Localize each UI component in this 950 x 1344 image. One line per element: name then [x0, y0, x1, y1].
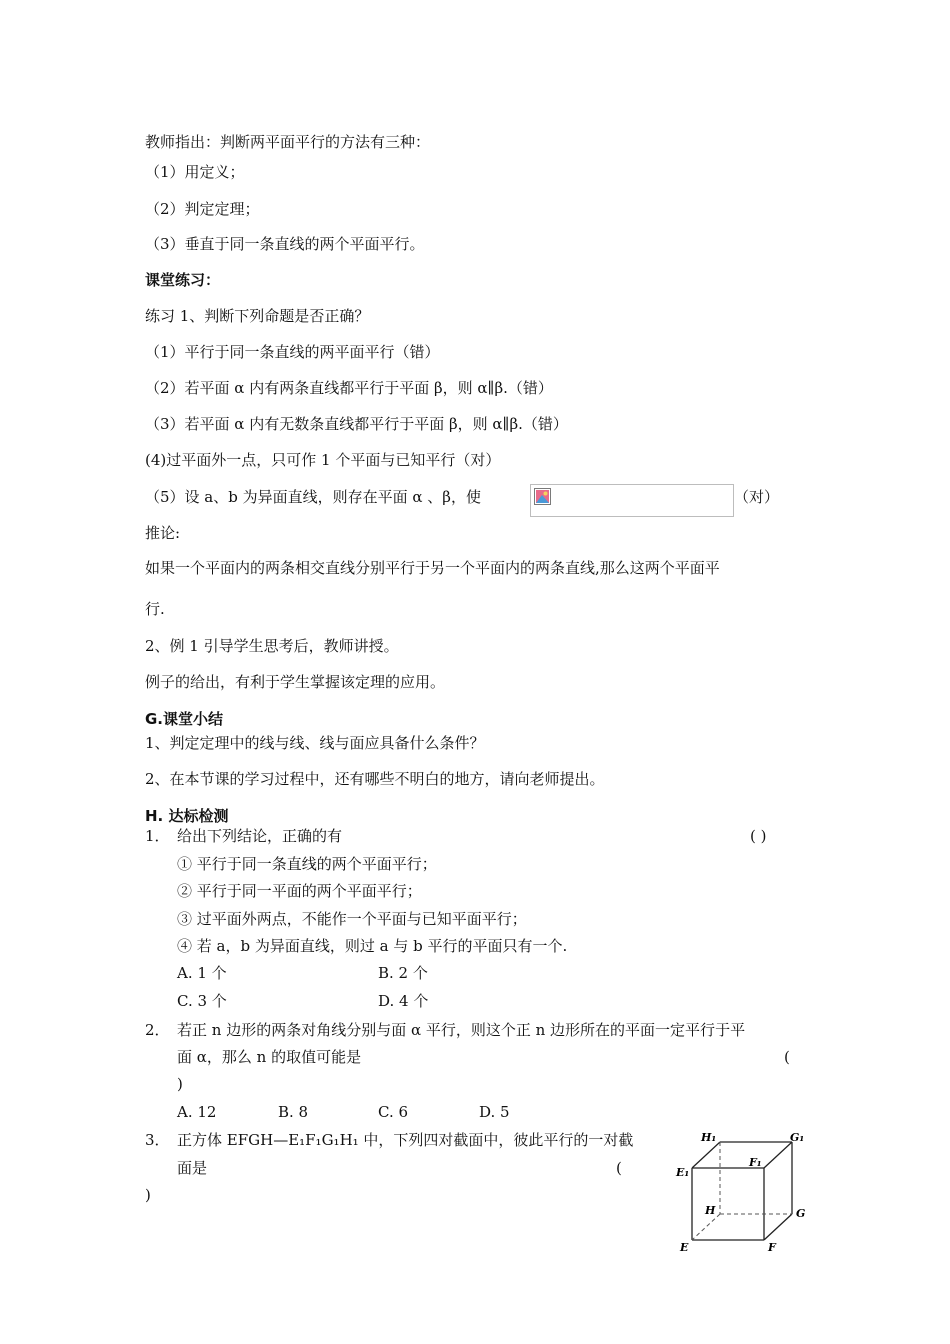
q3-paren-open: ( — [616, 1159, 622, 1177]
exercise-title: 练习 1、判断下列命题是否正确？ — [145, 307, 370, 325]
q1-answer-paren: ( ) — [750, 827, 767, 845]
q2-number: 2． — [145, 1021, 170, 1039]
q2-option-b: B. 8 — [278, 1103, 309, 1121]
formula-image-placeholder — [530, 484, 734, 517]
corollary-line-2: 行. — [145, 600, 165, 618]
cube-label-h1: H₁ — [701, 1131, 717, 1144]
q1-option-d: D. 4 个 — [378, 992, 429, 1010]
cube-label-e: E — [680, 1241, 689, 1254]
exercise-item-4: (4)过平面外一点，只可作 1 个平面与已知平行（对） — [145, 451, 501, 469]
teacher-note: 教师指出：判断两平面平行的方法有三种： — [145, 133, 431, 151]
method-3: （3）垂直于同一条直线的两个平面平行。 — [145, 235, 425, 253]
exercise-item-3: （3）若平面 α 内有无数条直线都平行于平面 β，则 α∥β.（错） — [145, 415, 568, 433]
q3-line-2: 面是 — [177, 1159, 208, 1177]
exercise-item-5-answer: （对） — [734, 488, 780, 506]
q2-paren-open: ( — [784, 1048, 790, 1066]
q1-statement-1: ① 平行于同一条直线的两个平面平行； — [177, 855, 437, 873]
summary-item-1: 1、判定定理中的线与线、线与面应具备什么条件？ — [145, 734, 485, 752]
summary-heading: G.课堂小结 — [145, 710, 224, 728]
example-line: 2、例 1 引导学生思考后，教师讲授。 — [145, 637, 399, 655]
corollary-label: 推论: — [145, 524, 181, 542]
cube-label-g1: G₁ — [790, 1131, 805, 1144]
exercise-item-2: （2）若平面 α 内有两条直线都平行于平面 β，则 α∥β.（错） — [145, 379, 553, 397]
method-2: （2）判定定理； — [145, 200, 260, 218]
q1-stem: 给出下列结论，正确的有 — [177, 827, 343, 845]
q1-option-a: A. 1 个 — [177, 964, 227, 982]
cube-label-f1: F₁ — [749, 1156, 762, 1169]
q2-paren-close: ) — [177, 1075, 183, 1093]
q1-option-c: C. 3 个 — [177, 992, 227, 1010]
cube-figure — [672, 1126, 812, 1258]
exercise-item-1: （1）平行于同一条直线的两平面平行（错） — [145, 343, 440, 361]
broken-image-icon — [534, 488, 551, 505]
cube-label-f: F — [768, 1241, 776, 1254]
q2-option-c: C. 6 — [378, 1103, 409, 1121]
q1-number: 1． — [145, 827, 170, 845]
cube-label-e1: E₁ — [676, 1166, 690, 1179]
corollary-line-1: 如果一个平面内的两条相交直线分别平行于另一个平面内的两条直线,那么这两个平面平 — [145, 559, 720, 577]
example-note: 例子的给出，有利于学生掌握该定理的应用。 — [145, 673, 446, 691]
q2-line-1: 若正 n 边形的两条对角线分别与面 α 平行，则这个正 n 边形所在的平面一定平行于平 — [177, 1021, 746, 1039]
cube-label-g: G — [796, 1207, 806, 1220]
q3-number: 3． — [145, 1131, 170, 1149]
q1-statement-3: ③ 过平面外两点，不能作一个平面与已知平面平行； — [177, 910, 527, 928]
method-1: （1）用定义； — [145, 163, 245, 181]
exercise-item-5: （5）设 a、b 为异面直线，则存在平面 α 、β，使 — [145, 488, 481, 506]
q3-line-1: 正方体 EFGH—E₁F₁G₁H₁ 中，下列四对截面中，彼此平行的一对截 — [177, 1131, 634, 1149]
q1-statement-4: ④ 若 a，b 为异面直线，则过 a 与 b 平行的平面只有一个. — [177, 937, 568, 955]
q1-option-b: B. 2 个 — [378, 964, 428, 982]
q3-paren-close: ) — [145, 1186, 151, 1204]
q1-statement-2: ② 平行于同一平面的两个平面平行； — [177, 882, 422, 900]
cube-label-h: H — [705, 1204, 716, 1217]
q2-option-a: A. 12 — [177, 1103, 217, 1121]
practice-heading: 课堂练习： — [145, 271, 221, 289]
q2-option-d: D. 5 — [479, 1103, 510, 1121]
summary-item-2: 2、在本节课的学习过程中，还有哪些不明白的地方，请向老师提出。 — [145, 770, 605, 788]
q2-line-2: 面 α，那么 n 的取值可能是 — [177, 1048, 362, 1066]
test-heading: H. 达标检测 — [145, 807, 229, 825]
